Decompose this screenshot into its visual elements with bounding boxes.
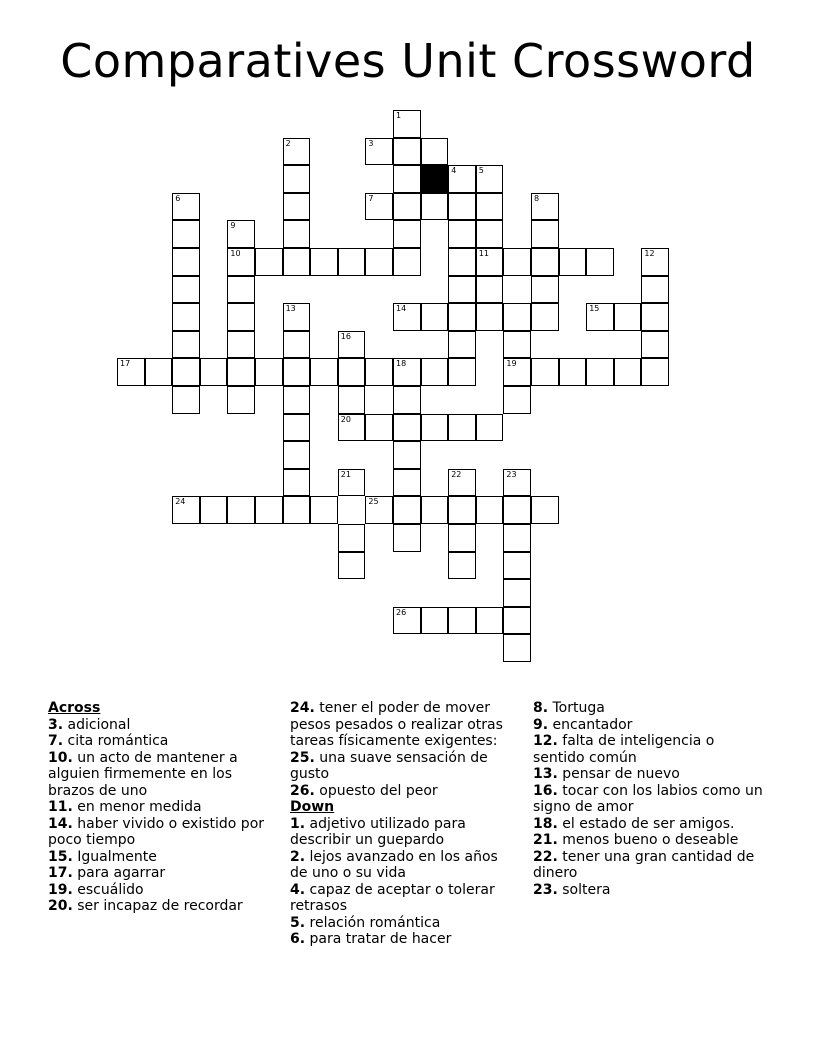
- clue-number: 3: [368, 138, 374, 148]
- clue-number-label: 12.: [533, 733, 558, 749]
- grid-cell[interactable]: [172, 386, 200, 414]
- down-clue-list: [290, 816, 518, 948]
- grid-cell[interactable]: [503, 607, 531, 635]
- grid-cell[interactable]: [448, 248, 476, 276]
- grid-cell[interactable]: [531, 193, 559, 221]
- clue-text: un acto de mantener a alguien firmemente en los brazos de uno: [48, 749, 238, 799]
- grid-cell[interactable]: [393, 193, 421, 221]
- grid-cell[interactable]: [448, 496, 476, 524]
- grid-cell[interactable]: [283, 165, 311, 193]
- clue-number-label: 5.: [290, 914, 306, 931]
- clue-number: 22: [451, 469, 462, 479]
- grid-cell[interactable]: [503, 303, 531, 331]
- grid-cell[interactable]: [227, 220, 255, 248]
- grid-cell[interactable]: [172, 193, 200, 221]
- grid-cell[interactable]: [448, 358, 476, 386]
- grid-cell[interactable]: [503, 524, 531, 552]
- down-clue: [533, 816, 763, 833]
- grid-cell[interactable]: [365, 248, 393, 276]
- down-heading: Down: [290, 799, 335, 815]
- grid-cell[interactable]: [641, 331, 669, 359]
- clue-text: cita romántica: [63, 733, 169, 749]
- down-clue-list-continued: [533, 700, 763, 898]
- clue-number: 10: [230, 249, 241, 258]
- clue-number: 19: [506, 359, 517, 369]
- down-clue: [533, 733, 763, 766]
- across-clue: [290, 750, 518, 783]
- clue-text: para tratar de hacer: [305, 931, 452, 947]
- grid-cell[interactable]: [172, 276, 200, 304]
- grid-cell[interactable]: [503, 496, 531, 524]
- grid-cell[interactable]: [393, 303, 421, 331]
- grid-cell[interactable]: [476, 607, 504, 635]
- across-clue: [48, 816, 280, 849]
- grid-cell[interactable]: [531, 303, 559, 331]
- down-clue: [533, 700, 763, 717]
- grid-cell-black: [421, 165, 449, 193]
- clue-text: en menor medida: [72, 799, 202, 815]
- across-clue: [48, 882, 280, 899]
- grid-cell[interactable]: [283, 441, 311, 469]
- clue-column-2: [290, 700, 518, 948]
- grid-cell[interactable]: [227, 386, 255, 414]
- clue-number: 13: [285, 304, 296, 314]
- grid-cell[interactable]: [172, 248, 200, 276]
- grid-cell[interactable]: [448, 607, 476, 635]
- down-clue: [533, 717, 763, 734]
- clue-text: adicional: [63, 716, 131, 733]
- clue-number-label: 4.: [290, 881, 306, 898]
- grid-cell[interactable]: [283, 303, 311, 331]
- grid-cell[interactable]: [641, 248, 669, 276]
- clue-number-label: 11.: [48, 799, 73, 815]
- clue-number: 2: [285, 138, 291, 148]
- grid-cell[interactable]: [172, 358, 200, 386]
- grid-cell[interactable]: [283, 386, 311, 414]
- clue-number: 14: [396, 304, 407, 314]
- across-clue-list-continued: [290, 700, 518, 799]
- grid-cell[interactable]: [448, 165, 476, 193]
- grid-cell[interactable]: [476, 303, 504, 331]
- grid-cell[interactable]: [200, 358, 228, 386]
- grid-cell[interactable]: [448, 193, 476, 221]
- grid-cell[interactable]: [421, 138, 449, 166]
- clue-number: 24: [175, 497, 186, 507]
- grid-cell[interactable]: [531, 220, 559, 248]
- grid-cell[interactable]: [641, 276, 669, 304]
- grid-cell[interactable]: [614, 303, 642, 331]
- down-clue: [290, 882, 518, 915]
- clue-text: lejos avanzado en los años de uno o su vida: [290, 848, 498, 881]
- clue-number-label: 23.: [533, 881, 558, 898]
- grid-cell[interactable]: [503, 331, 531, 359]
- clue-number-label: 14.: [48, 815, 73, 832]
- grid-cell[interactable]: [531, 276, 559, 304]
- grid-cell[interactable]: [338, 524, 366, 552]
- grid-cell[interactable]: [227, 248, 255, 276]
- clue-number-label: 17.: [48, 865, 73, 881]
- grid-cell[interactable]: [227, 358, 255, 386]
- clue-text: soltera: [557, 881, 611, 898]
- grid-cell[interactable]: [421, 496, 449, 524]
- clue-text: el estado de ser amigos.: [557, 815, 735, 832]
- grid-cell[interactable]: [255, 496, 283, 524]
- grid-cell[interactable]: [421, 358, 449, 386]
- grid-cell[interactable]: [531, 496, 559, 524]
- grid-cell[interactable]: [145, 358, 173, 386]
- grid-cell[interactable]: [310, 358, 338, 386]
- grid-cell[interactable]: [338, 552, 366, 580]
- across-clue: [48, 799, 280, 816]
- clue-number-label: 3.: [48, 716, 64, 733]
- grid-cell[interactable]: [393, 524, 421, 552]
- clue-number-label: 8.: [533, 700, 549, 716]
- down-clue: [290, 915, 518, 932]
- grid-cell[interactable]: [200, 496, 228, 524]
- clue-number-label: 25.: [290, 749, 315, 766]
- grid-cell[interactable]: [255, 248, 283, 276]
- across-clue: [48, 717, 280, 734]
- clue-text: adjetivo utilizado para describir un guepardo: [290, 815, 466, 848]
- grid-cell[interactable]: [393, 441, 421, 469]
- grid-cell[interactable]: [393, 138, 421, 166]
- grid-cell[interactable]: [393, 469, 421, 497]
- clue-number-label: 19.: [48, 881, 73, 898]
- clue-number-label: 6.: [290, 931, 306, 947]
- clue-number: 6: [175, 193, 181, 203]
- clue-number: 4: [451, 166, 457, 176]
- clue-number: 1: [396, 111, 402, 120]
- grid-cell[interactable]: [365, 193, 393, 221]
- grid-cell[interactable]: [227, 276, 255, 304]
- grid-cell[interactable]: [283, 248, 311, 276]
- grid-cell[interactable]: [172, 220, 200, 248]
- grid-cell[interactable]: [421, 303, 449, 331]
- grid-cell[interactable]: [476, 276, 504, 304]
- grid-cell[interactable]: [172, 496, 200, 524]
- down-clue: [533, 766, 763, 783]
- clue-number-label: 1.: [290, 815, 306, 832]
- across-clue: [48, 898, 280, 915]
- grid-cell[interactable]: [476, 165, 504, 193]
- grid-cell[interactable]: [338, 248, 366, 276]
- clue-number-label: 10.: [48, 749, 73, 766]
- clue-number: 20: [340, 414, 351, 424]
- grid-cell[interactable]: [365, 358, 393, 386]
- clue-text: opuesto del peor: [314, 782, 438, 799]
- clue-number-label: 24.: [290, 700, 315, 716]
- grid-cell[interactable]: [227, 496, 255, 524]
- grid-cell[interactable]: [503, 386, 531, 414]
- clue-number-label: 2.: [290, 848, 306, 865]
- grid-cell[interactable]: [393, 165, 421, 193]
- grid-cell[interactable]: [448, 276, 476, 304]
- grid-cell[interactable]: [283, 193, 311, 221]
- grid-cell[interactable]: [421, 607, 449, 635]
- grid-cell[interactable]: [448, 303, 476, 331]
- grid-cell[interactable]: [503, 579, 531, 607]
- grid-cell[interactable]: [393, 220, 421, 248]
- clue-number: 21: [340, 469, 351, 479]
- down-clue: [533, 849, 763, 882]
- grid-cell[interactable]: [476, 496, 504, 524]
- grid-cell[interactable]: [283, 414, 311, 442]
- across-heading: Across: [48, 700, 101, 716]
- clue-text: capaz de aceptar o tolerar retrasos: [290, 881, 495, 914]
- grid-cell[interactable]: [227, 303, 255, 331]
- grid-cell[interactable]: [421, 193, 449, 221]
- grid-cell[interactable]: [448, 552, 476, 580]
- clue-number-label: 7.: [48, 733, 64, 749]
- across-clue: [290, 783, 518, 800]
- clue-number: 7: [368, 193, 374, 203]
- grid-cell[interactable]: [586, 303, 614, 331]
- grid-cell[interactable]: [393, 496, 421, 524]
- grid-cell[interactable]: [503, 469, 531, 497]
- grid-cell[interactable]: [448, 331, 476, 359]
- down-clue: [533, 783, 763, 816]
- page-title: Comparatives Unit Crossword: [60, 34, 756, 88]
- clue-number-label: 20.: [48, 898, 73, 914]
- grid-cell[interactable]: [448, 414, 476, 442]
- grid-cell[interactable]: [586, 358, 614, 386]
- grid-cell[interactable]: [283, 496, 311, 524]
- grid-cell[interactable]: [476, 193, 504, 221]
- clue-text: una suave sensación de gusto: [290, 749, 488, 782]
- clue-number: 17: [120, 359, 131, 369]
- clue-text: haber vivido o existido por poco tiempo: [48, 815, 265, 848]
- grid-cell[interactable]: [365, 414, 393, 442]
- clue-number: 16: [340, 331, 351, 341]
- clue-text: tener una gran cantidad de dinero: [533, 848, 755, 881]
- grid-cell[interactable]: [393, 110, 421, 138]
- grid-cell[interactable]: [448, 220, 476, 248]
- across-clue: [48, 849, 280, 866]
- down-clue: [533, 882, 763, 899]
- across-clue: [48, 750, 280, 800]
- grid-cell[interactable]: [283, 331, 311, 359]
- grid-cell[interactable]: [641, 303, 669, 331]
- down-clue: [290, 849, 518, 882]
- clue-number: 8: [534, 193, 540, 203]
- grid-cell[interactable]: [338, 386, 366, 414]
- grid-cell[interactable]: [393, 607, 421, 635]
- grid-cell[interactable]: [476, 248, 504, 276]
- grid-cell[interactable]: [338, 414, 366, 442]
- grid-cell[interactable]: [338, 358, 366, 386]
- grid-cell[interactable]: [283, 358, 311, 386]
- across-clue: [290, 700, 518, 750]
- grid-cell[interactable]: [393, 248, 421, 276]
- down-clue: [533, 832, 763, 849]
- grid-cell[interactable]: [255, 358, 283, 386]
- grid-cell[interactable]: [476, 220, 504, 248]
- grid-cell[interactable]: [641, 358, 669, 386]
- grid-cell[interactable]: [117, 358, 145, 386]
- clue-number-label: 18.: [533, 815, 558, 832]
- grid-cell[interactable]: [586, 248, 614, 276]
- clue-number-label: 16.: [533, 782, 558, 799]
- grid-cell[interactable]: [393, 358, 421, 386]
- clue-number-label: 13.: [533, 766, 558, 782]
- clue-column-1: [48, 700, 280, 915]
- grid-cell[interactable]: [559, 358, 587, 386]
- clue-number: 15: [589, 304, 600, 314]
- grid-cell[interactable]: [283, 138, 311, 166]
- grid-cell[interactable]: [338, 331, 366, 359]
- grid-cell[interactable]: [172, 331, 200, 359]
- across-clue: [48, 733, 280, 750]
- grid-cell[interactable]: [614, 358, 642, 386]
- clue-number: 25: [368, 497, 379, 507]
- grid-cell[interactable]: [338, 469, 366, 497]
- grid-cell[interactable]: [531, 358, 559, 386]
- clue-number: 23: [506, 469, 517, 479]
- grid-cell[interactable]: [172, 303, 200, 331]
- clue-text: encantador: [548, 716, 633, 733]
- grid-cell[interactable]: [503, 248, 531, 276]
- grid-cell[interactable]: [365, 496, 393, 524]
- clue-number: 9: [230, 221, 236, 231]
- clue-text: para agarrar: [72, 865, 166, 881]
- grid-cell[interactable]: [503, 634, 531, 662]
- clue-text: tener el poder de mover pesos pesados o realizar otras tareas físicamente exigentes:: [290, 700, 503, 749]
- clue-number-label: 9.: [533, 716, 549, 733]
- clue-number: 11: [478, 249, 489, 258]
- clue-text: tocar con los labios como un signo de amor: [533, 782, 763, 815]
- clue-text: Tortuga: [548, 700, 605, 716]
- grid-cell[interactable]: [476, 414, 504, 442]
- grid-cell[interactable]: [559, 248, 587, 276]
- grid-cell[interactable]: [365, 138, 393, 166]
- grid-cell[interactable]: [531, 248, 559, 276]
- grid-cell[interactable]: [393, 386, 421, 414]
- clue-text: Igualmente: [72, 848, 157, 865]
- clue-column-3: [533, 700, 763, 898]
- clue-text: pensar de nuevo: [557, 766, 680, 782]
- clue-number-label: 21.: [533, 832, 558, 848]
- clue-number: 12: [644, 249, 655, 258]
- grid-cell[interactable]: [227, 331, 255, 359]
- clue-number-label: 22.: [533, 848, 558, 865]
- clue-number: 26: [396, 607, 407, 617]
- down-clue: [290, 816, 518, 849]
- across-clue-list: [48, 717, 280, 915]
- clue-text: escuálido: [72, 881, 144, 898]
- clue-number: 18: [396, 359, 407, 369]
- clue-number-label: 15.: [48, 848, 73, 865]
- grid-cell[interactable]: [503, 552, 531, 580]
- grid-cell[interactable]: [283, 469, 311, 497]
- clue-text: ser incapaz de recordar: [72, 898, 243, 914]
- grid-cell[interactable]: [421, 414, 449, 442]
- grid-cell[interactable]: [503, 358, 531, 386]
- down-clue: [290, 931, 518, 948]
- clue-text: menos bueno o deseable: [557, 832, 739, 848]
- grid-cell[interactable]: [310, 496, 338, 524]
- across-clue: [48, 865, 280, 882]
- grid-cell[interactable]: [310, 248, 338, 276]
- grid-cell[interactable]: [283, 220, 311, 248]
- grid-cell[interactable]: [448, 524, 476, 552]
- grid-cell[interactable]: [393, 414, 421, 442]
- clue-text: falta de inteligencia o sentido común: [533, 733, 715, 766]
- clue-number: 5: [478, 166, 484, 176]
- clue-number-label: 26.: [290, 782, 315, 799]
- grid-cell[interactable]: [448, 469, 476, 497]
- clue-text: relación romántica: [305, 914, 441, 931]
